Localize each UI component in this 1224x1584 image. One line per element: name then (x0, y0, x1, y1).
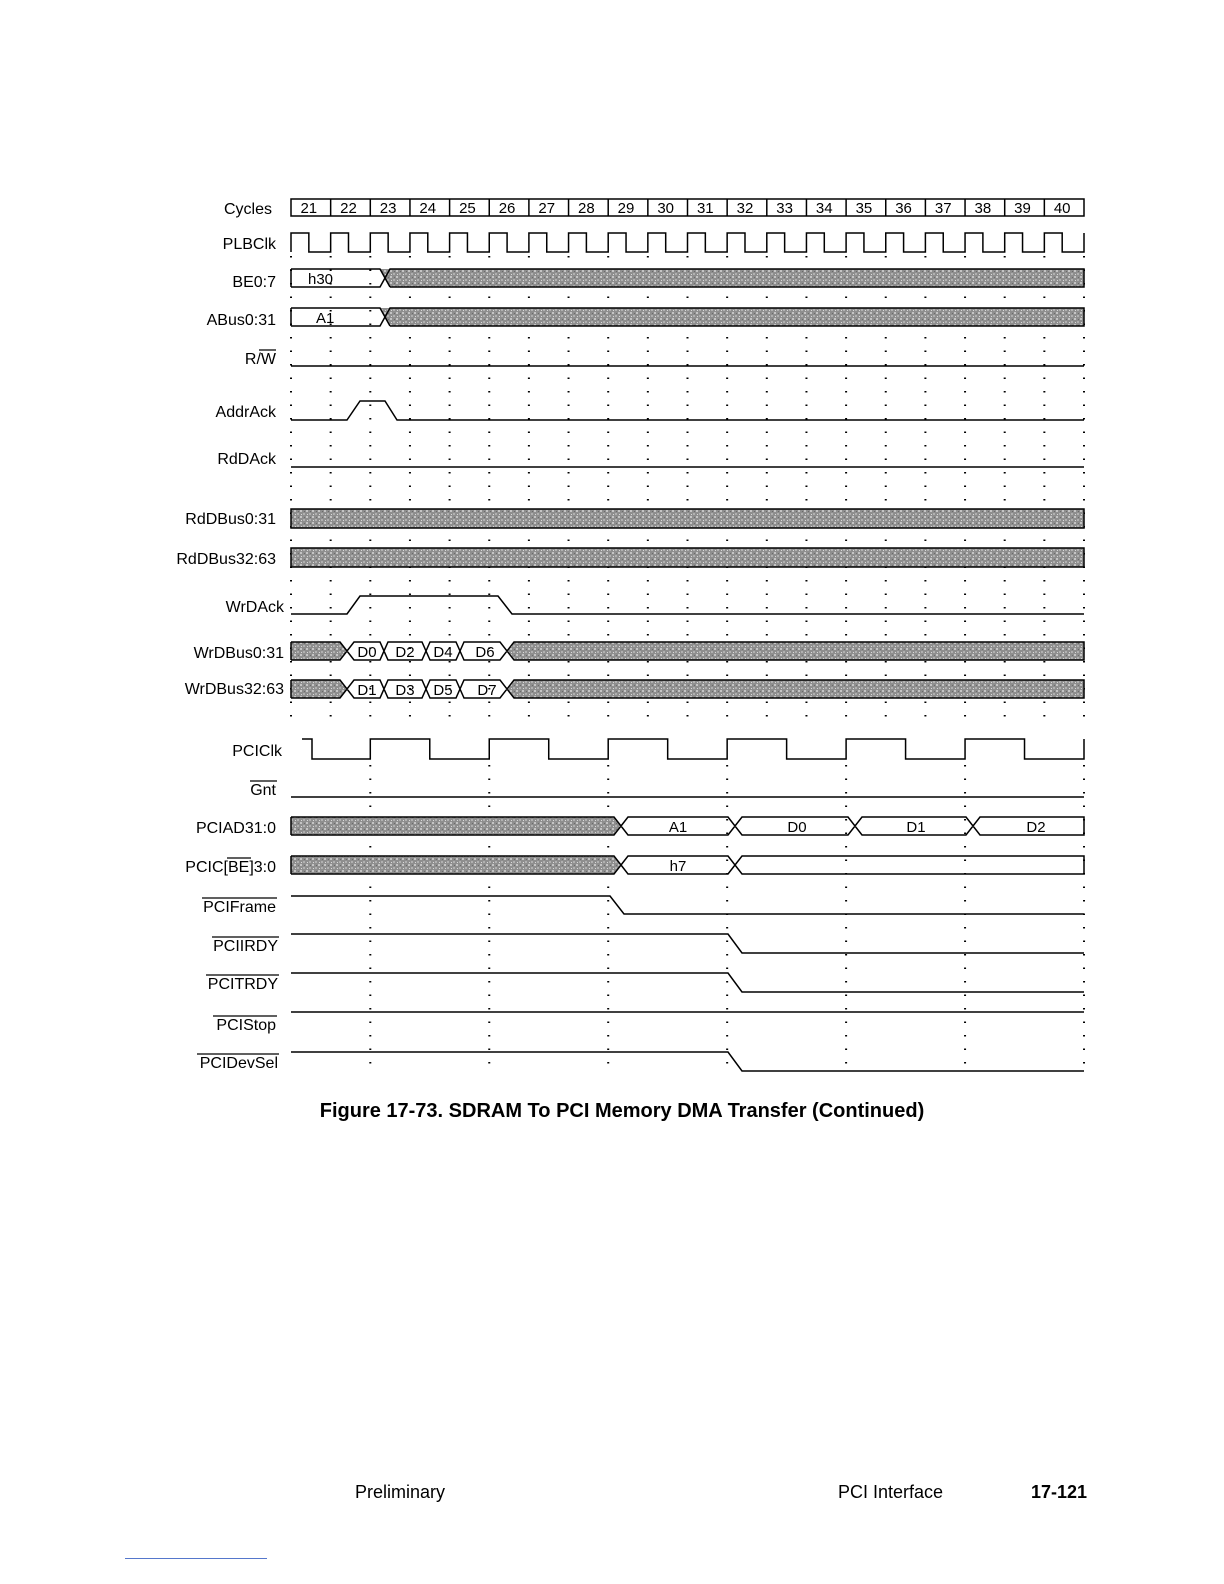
pciframe-label: PCIFrame (203, 899, 276, 916)
wrdbus0-label: WrDBus0:31 (193, 645, 284, 662)
cycles-label: Cycles (223, 201, 272, 218)
cycle-number: 37 (934, 200, 952, 217)
pciad-d2: D2 (1026, 819, 1046, 836)
pciclk-label: PCIClk (232, 743, 282, 760)
be-label: BE0:7 (232, 274, 276, 291)
gnt-label: Gnt (250, 782, 276, 799)
wrdbus0-d6: D6 (475, 644, 495, 661)
plbclk-label: PLBClk (222, 236, 276, 253)
footer-section: PCI Interface (838, 1482, 944, 1502)
be-value: h30 (308, 271, 334, 288)
pciirdy-label: PCIIRDY (213, 938, 278, 955)
cycle-number: 34 (815, 200, 833, 217)
cycle-number: 27 (538, 200, 556, 217)
cycle-number: 25 (459, 200, 476, 217)
plbclk-waveform (291, 233, 1084, 252)
cycle-number: 21 (300, 200, 318, 217)
footer-preliminary: Preliminary (355, 1482, 446, 1502)
wrdbus0-d2: D2 (395, 644, 415, 661)
wrdbus0-d0: D0 (357, 644, 377, 661)
abus-value: A1 (316, 310, 335, 327)
rddbus0-waveform (291, 509, 1084, 528)
wrdbus0-waveform (291, 642, 1084, 661)
cycle-number: 36 (895, 200, 912, 217)
pcic-prefix: PCIC[ (185, 859, 228, 876)
pciad-d0: D0 (787, 819, 807, 836)
pciad-label: PCIAD31:0 (195, 820, 276, 837)
rddack-label: RdDAck (217, 451, 276, 468)
cycle-number: 29 (617, 200, 635, 217)
rw-label-text: R/W (244, 351, 276, 368)
rw-label (245, 351, 277, 368)
wrdbus32-d1: D1 (357, 682, 377, 699)
be-waveform (291, 269, 1084, 288)
cycle-number: 35 (855, 200, 873, 217)
pcic-value: h7 (669, 858, 687, 875)
addrack-label: AddrAck (215, 404, 276, 421)
pcidevsel-label: PCIDevSel (199, 1055, 278, 1072)
cycle-number: 24 (419, 200, 437, 217)
pciframe-waveform (291, 896, 1084, 914)
wrdbus32-d5: D5 (433, 682, 453, 699)
cycle-number: 32 (736, 200, 754, 217)
cycle-number: 39 (1014, 200, 1031, 217)
pciclk-waveform (302, 739, 1084, 759)
pciirdy-waveform (291, 934, 1084, 953)
cycle-number: 31 (696, 200, 714, 217)
abus-waveform (291, 308, 1084, 327)
figure-caption: Figure 17-73. SDRAM To PCI Memory DMA Transfer (Continued) (319, 1100, 925, 1122)
cycle-number: 23 (379, 200, 397, 217)
rddbus0-label: RdDBus0:31 (185, 511, 276, 528)
addrack-waveform (291, 401, 1084, 420)
cycle-number: 28 (578, 200, 595, 217)
pcistop-label: PCIStop (216, 1017, 276, 1034)
pciad-a1: A1 (668, 819, 688, 836)
wrdbus32-d3: D3 (395, 682, 415, 699)
cycles-row (291, 199, 1084, 217)
cycle-number: 38 (974, 200, 992, 217)
pcic-waveform (291, 856, 1084, 875)
rddbus32-label: RdDBus32:63 (176, 551, 276, 568)
wrdbus32-waveform (291, 680, 1084, 699)
pcidevsel-waveform (291, 1052, 1084, 1071)
footer-page-number: 17-121 (1031, 1482, 1088, 1502)
rddbus32-waveform (291, 548, 1084, 567)
cycle-number: 33 (776, 200, 793, 217)
pcitrdy-label: PCITRDY (207, 976, 278, 993)
cycle-number: 22 (340, 200, 357, 217)
wrdbus32-d7: D7 (477, 682, 497, 699)
pcic-label (185, 859, 276, 876)
cycle-number: 40 (1053, 200, 1071, 217)
wrdbus0-d4: D4 (433, 644, 453, 661)
pcic-suffix: ]3:0 (249, 859, 276, 876)
wrdbus32-label: WrDBus32:63 (184, 681, 284, 698)
footer-rule (125, 1558, 267, 1559)
cycle-number: 26 (498, 200, 516, 217)
pciad-d1: D1 (906, 819, 926, 836)
wrdack-waveform (291, 596, 1084, 614)
pcic-bar: BE (227, 859, 250, 876)
cycle-number: 30 (657, 200, 675, 217)
abus-label: ABus0:31 (206, 312, 276, 329)
wrdack-label: WrDAck (225, 599, 284, 616)
